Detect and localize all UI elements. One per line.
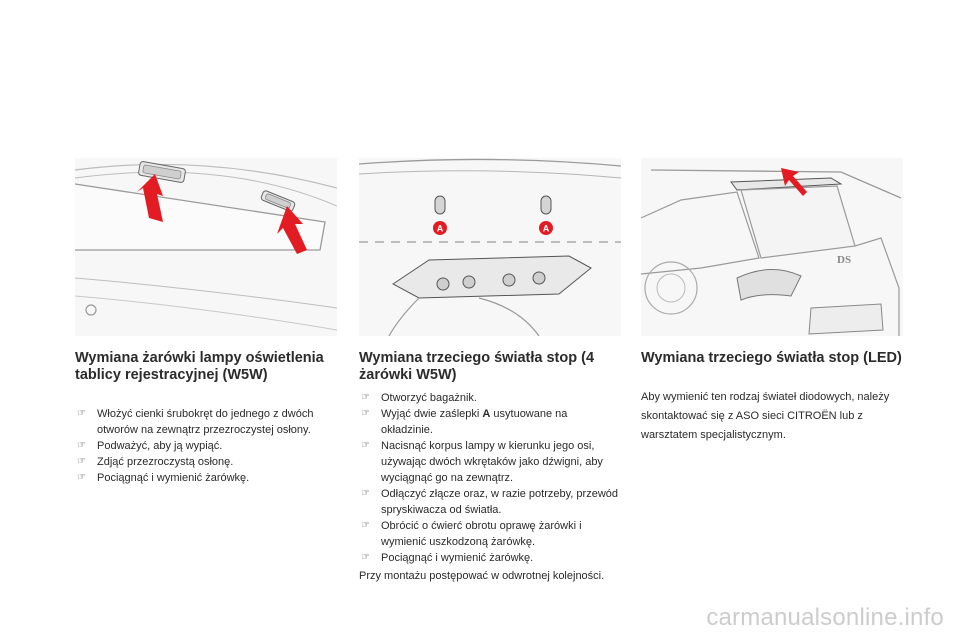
hand-pointer-icon: ☞ <box>361 392 370 403</box>
step-item: ☞ Odłączyć złącze oraz, w razie potrzeby, przewód spryskiwacza od światła. <box>361 488 618 516</box>
hand-pointer-icon: ☞ <box>77 456 86 467</box>
hand-pointer-icon: ☞ <box>77 408 86 419</box>
step-item: ☞ Nacisnąć korpus lampy w kierunku jego osi, używając dwóch wkrętaków jako dźwigni, aby wyciągnąć go na zewnątrz. <box>361 440 603 484</box>
callout-a-label: A <box>542 223 550 234</box>
svg-text:DS: DS <box>837 254 852 266</box>
hand-pointer-icon: ☞ <box>77 440 86 451</box>
illustration-license-plate-lamp <box>75 158 337 336</box>
watermark: carmanualsonline.info <box>706 604 944 631</box>
steps-container <box>359 390 621 584</box>
led-instructions: Aby wymienić ten rodzaj świateł diodowych, należy skontaktować się z ASO sieci CITROËN lub z warsztatem specjalistycznym. <box>641 391 890 441</box>
hand-pointer-icon: ☞ <box>361 488 370 499</box>
step-item: ☞ Włożyć cienki śrubokręt do jednego z dwóch otworów na zewnątrz przezroczystej osłony. <box>77 408 314 436</box>
steps-list <box>75 406 337 486</box>
steps-container <box>75 406 337 486</box>
step-item: ☞ Otworzyć bagażnik. <box>361 392 477 404</box>
hand-pointer-icon: ☞ <box>361 440 370 451</box>
step-item: ☞ Obrócić o ćwierć obrotu oprawę żarówki i wymienić uszkodzoną żarówkę. <box>361 520 582 548</box>
step-item: ☞ Pociągnąć i wymienić żarówkę. <box>77 472 250 484</box>
hand-pointer-icon: ☞ <box>361 552 370 563</box>
step-item: ☞ Pociągnąć i wymienić żarówkę. <box>361 552 534 564</box>
step-item: ☞ Zdjąć przezroczystą osłonę. <box>77 456 234 468</box>
steps-list <box>359 390 621 566</box>
third-brake-light-drawing <box>359 158 621 336</box>
illustration-third-brake-light <box>359 158 621 336</box>
hand-pointer-icon: ☞ <box>361 408 370 419</box>
reassembly-note: Przy montażu postępować w odwrotnej kolejności. <box>359 570 605 582</box>
step-item: ☞ Podważyć, aby ją wypiąć. <box>77 440 223 452</box>
illustration-car-rear <box>641 158 903 336</box>
callout-a-reference: A <box>482 408 491 420</box>
car-rear-drawing <box>641 158 903 336</box>
license-plate-lamp-drawing <box>75 158 337 336</box>
step-item: ☞ Wyjąć dwie zaślepki A usytuowane na okładzinie. <box>361 408 568 436</box>
section-title: Wymiana trzeciego światła stop (LED) <box>641 350 902 366</box>
section-title: Wymiana trzeciego światła stop (4 żarówki W5W) <box>359 350 595 383</box>
hand-pointer-icon: ☞ <box>361 520 370 531</box>
hand-pointer-icon: ☞ <box>77 472 86 483</box>
section-title: Wymiana żarówki lampy oświetlenia tablicy rejestracyjnej (W5W) <box>75 350 324 383</box>
callout-a-label: A <box>436 223 444 234</box>
